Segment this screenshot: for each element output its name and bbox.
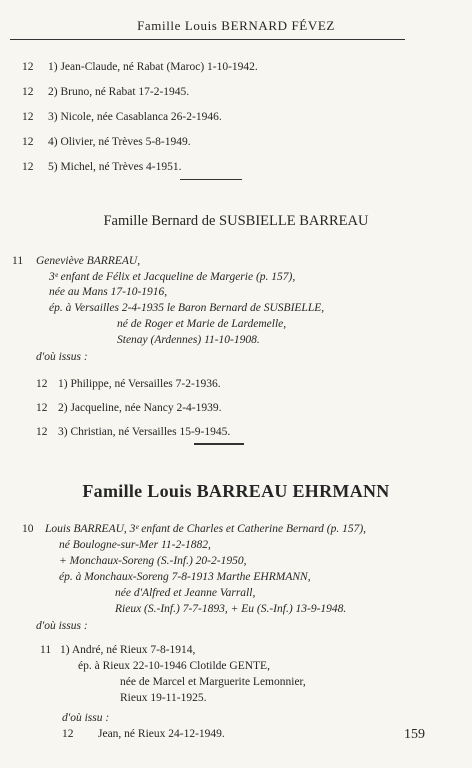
spouse-detail: Stenay (Ardennes) 11-10-1908. bbox=[117, 334, 260, 346]
spouse-detail: Rieux (S.-Inf.) 7-7-1893, + Eu (S.-Inf.) 13-9-1948. bbox=[115, 603, 347, 615]
person-detail: + Monchaux-Soreng (S.-Inf.) 20-2-1950, bbox=[59, 555, 247, 567]
gen-number: 11 bbox=[12, 255, 24, 267]
gen-number: 10 bbox=[22, 523, 34, 535]
dou-issu: d'où issu : bbox=[62, 712, 110, 724]
header-rule bbox=[10, 39, 405, 40]
child-entry: 3) Christian, né Versailles 15-9-1945. bbox=[58, 426, 231, 438]
child-entry: 1) Jean-Claude, né Rabat (Maroc) 1-10-1942. bbox=[48, 61, 258, 73]
spouse-detail: née d'Alfred et Jeanne Varrall, bbox=[115, 587, 256, 599]
child-detail: née de Marcel et Marguerite Lemonnier, bbox=[120, 676, 306, 688]
child-detail: ép. à Rieux 22-10-1946 Clotilde GENTE, bbox=[78, 660, 270, 672]
person-detail: ép. à Versailles 2-4-1935 le Baron Bernard de SUSBIELLE, bbox=[49, 302, 325, 314]
gen-number: 12 bbox=[62, 728, 74, 740]
gen-number: 12 bbox=[36, 402, 48, 414]
section-separator bbox=[194, 443, 244, 445]
section-title: Famille Bernard de SUSBIELLE BARREAU bbox=[103, 213, 369, 229]
section-separator bbox=[180, 179, 242, 180]
person-detail: né Boulogne-sur-Mer 11-2-1882, bbox=[59, 539, 211, 551]
child-entry: 3) Nicole, née Casablanca 26-2-1946. bbox=[48, 111, 222, 123]
gen-number: 12 bbox=[22, 161, 34, 173]
grandchild-entry: Jean, né Rieux 24-12-1949. bbox=[98, 728, 225, 740]
gen-number: 12 bbox=[22, 61, 34, 73]
section-title: Famille Louis BARREAU EHRMANN bbox=[82, 481, 390, 501]
child-entry: 1) André, né Rieux 7-8-1914, bbox=[60, 644, 196, 656]
child-entry: 1) Philippe, né Versailles 7-2-1936. bbox=[58, 378, 221, 390]
person-detail: ép. à Monchaux-Soreng 7-8-1913 Marthe EHRMANN, bbox=[59, 571, 311, 583]
spouse-detail: né de Roger et Marie de Lardemelle, bbox=[117, 318, 287, 330]
gen-number: 12 bbox=[22, 86, 34, 98]
gen-number: 11 bbox=[40, 644, 52, 656]
child-entry: 2) Bruno, né Rabat 17-2-1945. bbox=[48, 86, 190, 98]
gen-number: 12 bbox=[36, 378, 48, 390]
person-detail: née au Mans 17-10-1916, bbox=[49, 286, 168, 298]
running-header: Famille Louis BERNARD FÉVEZ bbox=[137, 18, 335, 33]
child-entry: 4) Olivier, né Trèves 5-8-1949. bbox=[48, 136, 191, 148]
gen-number: 12 bbox=[22, 111, 34, 123]
page-number: 159 bbox=[404, 727, 425, 742]
dou-issus: d'où issus : bbox=[36, 351, 88, 363]
person-name: Geneviève BARREAU, bbox=[36, 255, 141, 267]
person-detail: 3ᵉ enfant de Félix et Jacqueline de Margerie (p. 157), bbox=[49, 271, 296, 283]
person-name: Louis BARREAU, 3ᵉ enfant de Charles et Catherine Bernard (p. 157), bbox=[45, 523, 367, 535]
child-entry: 5) Michel, né Trèves 4-1951. bbox=[48, 161, 182, 173]
child-detail: Rieux 19-11-1925. bbox=[120, 692, 207, 704]
gen-number: 12 bbox=[22, 136, 34, 148]
child-entry: 2) Jacqueline, née Nancy 2-4-1939. bbox=[58, 402, 222, 414]
gen-number: 12 bbox=[36, 426, 48, 438]
dou-issus: d'où issus : bbox=[36, 620, 88, 632]
